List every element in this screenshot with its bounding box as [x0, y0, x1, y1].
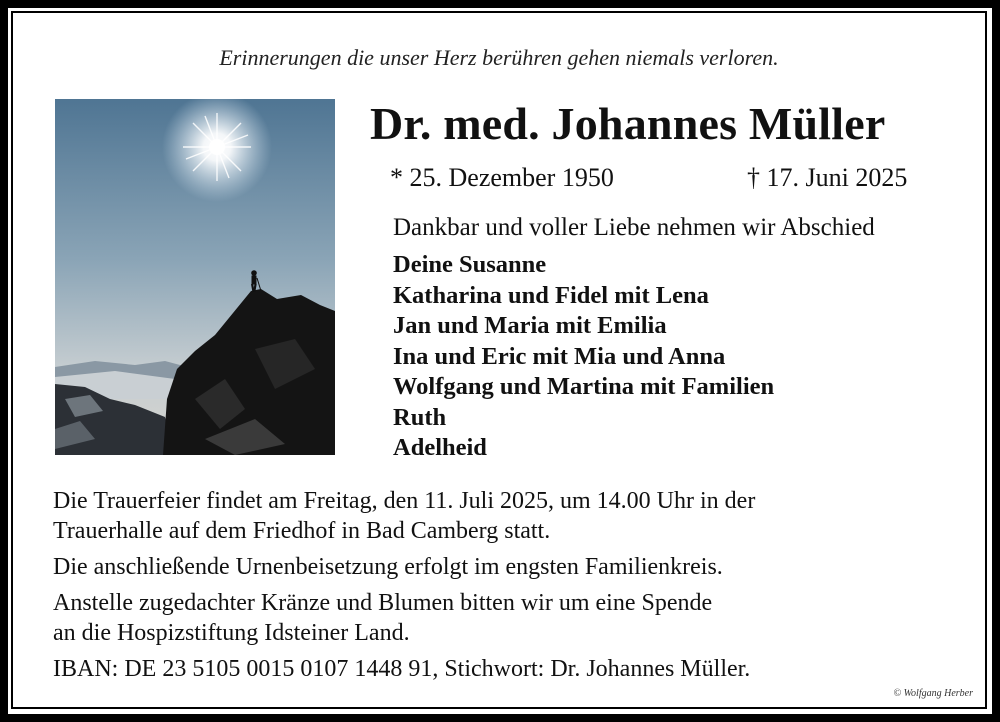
birth-date: * 25. Dezember 1950 [390, 163, 614, 192]
ceremony-line: Die Trauerfeier findet am Freitag, den 11. Juli 2025, um 14.00 Uhr in der [53, 488, 756, 514]
death-date: † 17. Juni 2025 [747, 163, 908, 192]
motto-quote: Erinnerungen die unser Herz berühren gehen niemals verloren. [219, 45, 779, 70]
burial-line: Die anschließende Urnenbeisetzung erfolgt im engsten Familienkreis. [53, 554, 723, 580]
family-member: Adelheid [393, 434, 487, 461]
family-member: Deine Susanne [393, 251, 547, 278]
notice-outer-frame [8, 8, 992, 714]
donation-line: Anstelle zugedachter Kränze und Blumen bitten wir um eine Spende [53, 590, 713, 616]
family-list [393, 250, 774, 464]
mountain-summit-photo [55, 99, 335, 455]
deceased-name: Dr. med. Johannes Müller [370, 98, 886, 149]
farewell-text: Dankbar und voller Liebe nehmen wir Abschied [393, 214, 875, 241]
iban-line: IBAN: DE 23 5105 0015 0107 1448 91, Stichwort: Dr. Johannes Müller. [53, 656, 751, 682]
family-member: Wolfgang und Martina mit Familien [393, 373, 775, 400]
family-member: Ruth [393, 403, 447, 431]
family-member: Ina und Eric mit Mia und Anna [393, 342, 726, 370]
donation-line: an die Hospizstiftung Idsteiner Land. [53, 620, 410, 646]
family-member: Katharina und Fidel mit Lena [393, 281, 709, 309]
copyright-signature: © Wolfgang Herber [893, 688, 973, 699]
ceremony-info [53, 486, 755, 684]
family-member: Jan und Maria mit Emilia [393, 312, 667, 339]
obituary-notice [11, 11, 987, 709]
ceremony-line: Trauerhalle auf dem Friedhof in Bad Camberg statt. [53, 518, 551, 544]
